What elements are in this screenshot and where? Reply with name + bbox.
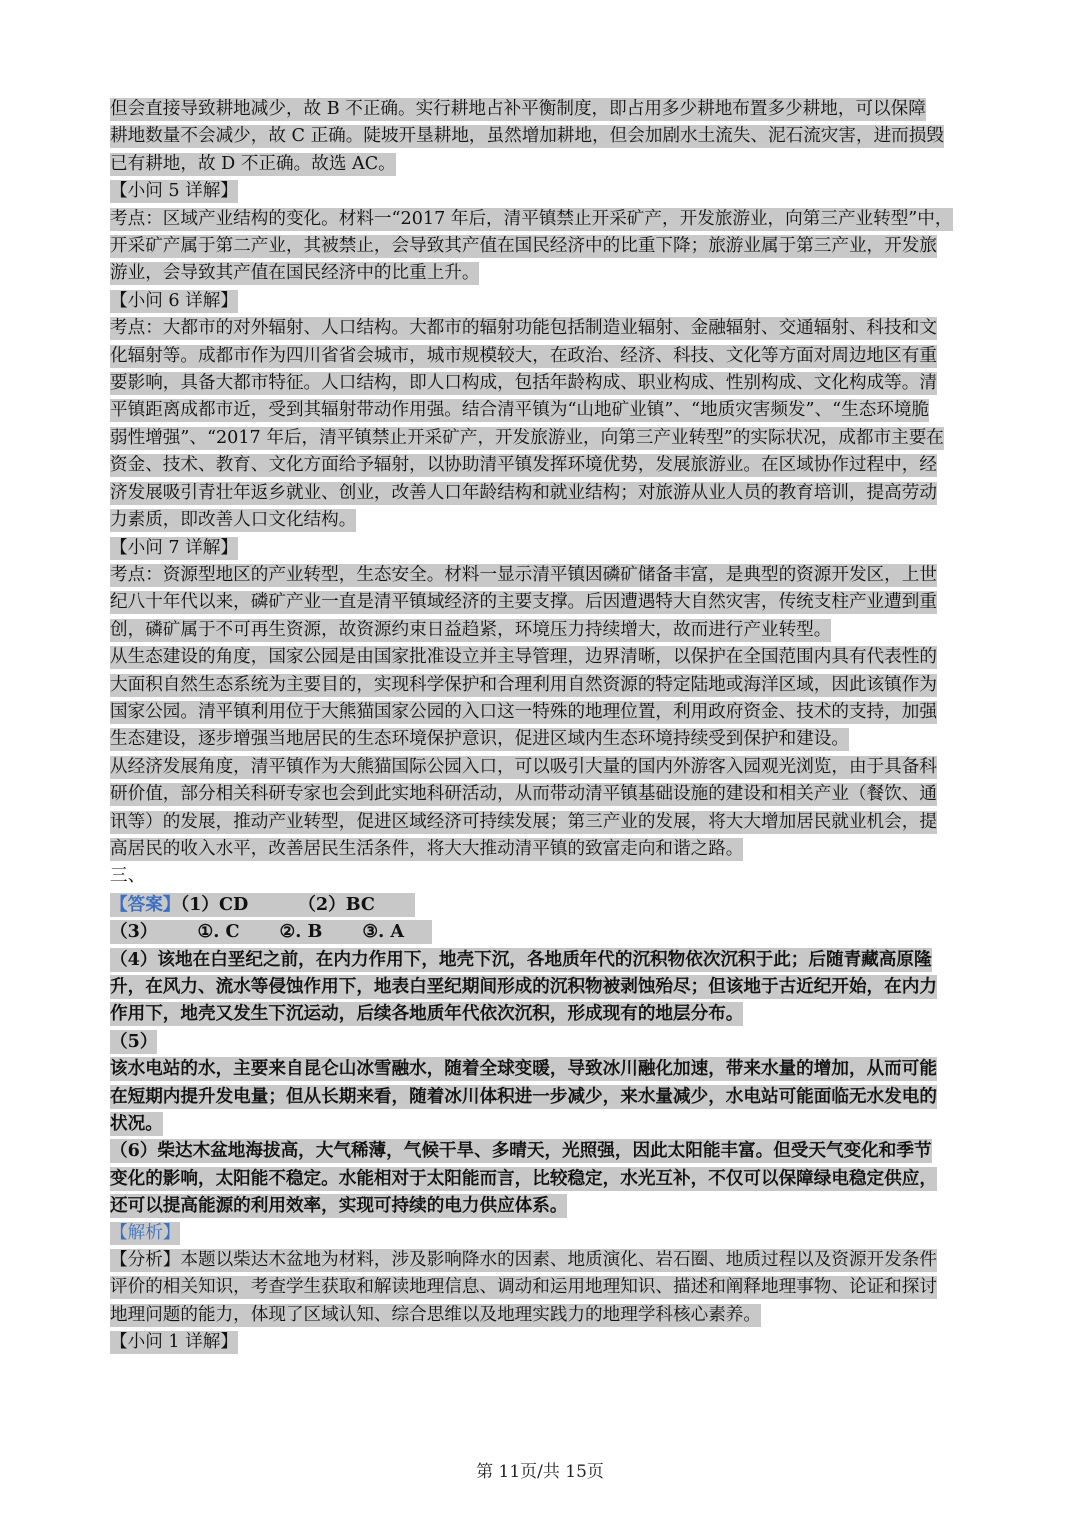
document-page	[110, 96, 972, 1357]
text-line: 从经济发展角度，清平镇作为大熊猫国际公园入口，可以吸引大量的国内外游客入园观光浏览，由于具备科	[110, 756, 937, 777]
analysis-paragraph	[110, 1247, 972, 1329]
text-line: 从生态建设的角度，国家公园是由国家批准设立并主导管理，边界清晰，以保护在全国范围内具有代表性的	[110, 647, 937, 668]
text-line: 该水电站的水，主要来自昆仑山冰雪融水，随着全球变暖，导致冰川融化加速，带来水量的增加，从而可能	[110, 1058, 937, 1080]
paragraph-continuation	[110, 96, 972, 178]
subquestion-heading-5: 【小问 5 详解】	[110, 181, 238, 202]
text-line: 【分析】本题以柴达木盆地为材料，涉及影响降水的因素、地质演化、岩石圈、地质过程以及资源开发条件	[110, 1250, 937, 1271]
answer-3-1: ①. C	[197, 921, 240, 943]
text-line: 考点：区域产业结构的变化。材料一“2017 年后，清平镇禁止开采矿产，开发旅游业，向第三产业转型”中，	[110, 208, 953, 229]
answer-3-3: ③. A	[362, 921, 405, 943]
answer-1: （1）CD	[180, 893, 249, 915]
text-line: 研价值，部分相关科研专家也会到此实地科研活动，从而带动清平镇基础设施的建设和相关产业（餐饮、通	[110, 784, 937, 805]
text-line: 国家公园。清平镇利用位于大熊猫国家公园的入口这一特殊的地理位置，利用政府资金、技术的支持，加强	[110, 701, 937, 722]
text-line: 在短期内提升发电量；但从长期来看，随着冰川体积进一步减少，来水量减少，水电站可能面临无水发电的	[110, 1085, 937, 1107]
answer-5	[110, 1055, 972, 1137]
answer-4	[110, 946, 972, 1028]
text-line: 大面积自然生态系统为主要目的，实现科学保护和合理利用自然资源的特定陆地或海洋区域，因此该镇作为	[110, 674, 937, 695]
text-line: 考点：资源型地区的产业转型，生态安全。材料一显示清平镇因磷矿储备丰富，是典型的资源开发区，上世	[110, 564, 937, 585]
answer-3-2: ②. B	[279, 921, 323, 943]
subquestion-heading-7: 【小问 7 详解】	[110, 537, 238, 558]
text-line: 平镇距离成都市近，受到其辐射带动作用强。结合清平镇为“山地矿业镇”、“地质灾害频发”、“生态环境脆	[110, 400, 930, 421]
text-line: 济发展吸引青壮年返乡就业、创业，改善人口年龄结构和就业结构；对旅游从业人员的教育培训，提高劳动	[110, 482, 937, 503]
answer-tag: 【答案】	[110, 893, 181, 915]
text-line: 要影响，具备大都市特征。人口结构，即人口构成，包括年龄构成、职业构成、性别构成、文化构成等。清	[110, 373, 937, 394]
text-line: 创，磷矿属于不可再生资源，故资源约束日益趋紧，环境压力持续增大，故而进行产业转型。	[110, 619, 832, 640]
text-line: 高居民的收入水平，改善居民生活条件，将大大推动清平镇的致富走向和谐之路。	[110, 838, 744, 859]
section-heading: 三、	[110, 866, 146, 887]
text-line: 但会直接导致耕地减少，故 B 不正确。实行耕地占补平衡制度，即占用多少耕地布置多少耕地，可以保障	[110, 99, 926, 119]
text-line: 纪八十年代以来，磷矿产业一直是清平镇域经济的主要支撑。后因遭遇特大自然灾害，传统支柱产业遭到重	[110, 592, 937, 613]
subquestion-heading-6: 【小问 6 详解】	[110, 290, 238, 311]
text-line: 评价的相关知识，考查学生获取和解读地理信息、调动和运用地理知识、描述和阐释地理事物、论证和探讨	[110, 1277, 937, 1298]
answer-3-label: （3）	[110, 921, 158, 943]
text-line: 力素质，即改善人口文化结构。	[110, 510, 357, 531]
text-line: 升，在风力、流水等侵蚀作用下，地表白垩纪期间形成的沉积物被剥蚀殆尽；但该地于古近纪开始，在内力	[110, 976, 937, 997]
text-line: 游业，会导致其产值在国民经济中的比重上升。	[110, 263, 480, 284]
paragraph-q7b	[110, 644, 972, 754]
text-line: 地理问题的能力，体现了区域认知、综合思维以及地理实践力的地理学科核心素养。	[110, 1304, 761, 1325]
text-line: 作用下，地壳又发生下沉运动，后续各地质年代依次沉积，形成现有的地层分布。	[110, 1003, 744, 1025]
text-line: 已有耕地，故 D 不正确。故选 AC。	[110, 153, 396, 174]
paragraph-q7c	[110, 754, 972, 864]
page-number: 第 11页/共 15页	[476, 1462, 604, 1482]
analysis-tag: 【解析】	[110, 1222, 181, 1243]
answer-5-label: （5）	[110, 1030, 158, 1052]
text-line: 弱性增强”、“2017 年后，清平镇禁止开采矿产，开发旅游业，向第三产业转型”的实际状况，成都市主要在	[110, 427, 944, 448]
text-line: 变化的影响，太阳能不稳定。水能相对于太阳能而言，比较稳定，水光互补，不仅可以保障绿电稳定供应，	[110, 1167, 937, 1189]
text-line: 生态建设，逐步增强当地居民的生态环境保护意识，促进区域内生态环境持续受到保护和建设。	[110, 729, 849, 750]
text-line: 耕地数量不会减少，故 C 正确。陡坡开垦耕地，虽然增加耕地，但会加剧水土流失、泥石流灾害，进而损毁	[110, 126, 944, 147]
text-line: 资金、技术、教育、文化方面给予辐射，以协助清平镇发挥环境优势，发展旅游业。在区域协作过程中，经	[110, 455, 937, 476]
paragraph-q7a	[110, 562, 972, 644]
text-line: 讯等）的发展，推动产业转型，促进区域经济可持续发展；第三产业的发展，将大大增加居民就业机会，提	[110, 811, 937, 832]
text-line: 状况。	[110, 1113, 163, 1135]
text-line: 还可以提高能源的利用效率，实现可持续的电力供应体系。	[110, 1195, 568, 1217]
text-line: （6）柴达木盆地海拔高，大气稀薄，气候干旱、多晴天，光照强，因此太阳能丰富。但受天气变化和季节	[110, 1140, 932, 1162]
answer-6	[110, 1137, 972, 1219]
text-line: 开采矿产属于第二产业，其被禁止，会导致其产值在国民经济中的比重下降；旅游业属于第三产业，开发旅	[110, 236, 937, 257]
text-line: 化辐射等。成都市作为四川省省会城市，城市规模较大，在政治、经济、科技、文化等方面对周边地区有重	[110, 345, 937, 366]
answer-2: （2）BC	[298, 893, 375, 915]
paragraph-q5	[110, 206, 972, 288]
text-line: （4）该地在白垩纪之前，在内力作用下，地壳下沉，各地质年代的沉积物依次沉积于此；后随青藏高原隆	[110, 948, 932, 970]
subquestion-heading-1: 【小问 1 详解】	[110, 1332, 238, 1353]
text-line: 考点：大都市的对外辐射、人口结构。大都市的辐射功能包括制造业辐射、金融辐射、交通辐射、科技和文	[110, 318, 937, 339]
paragraph-q6	[110, 315, 972, 534]
